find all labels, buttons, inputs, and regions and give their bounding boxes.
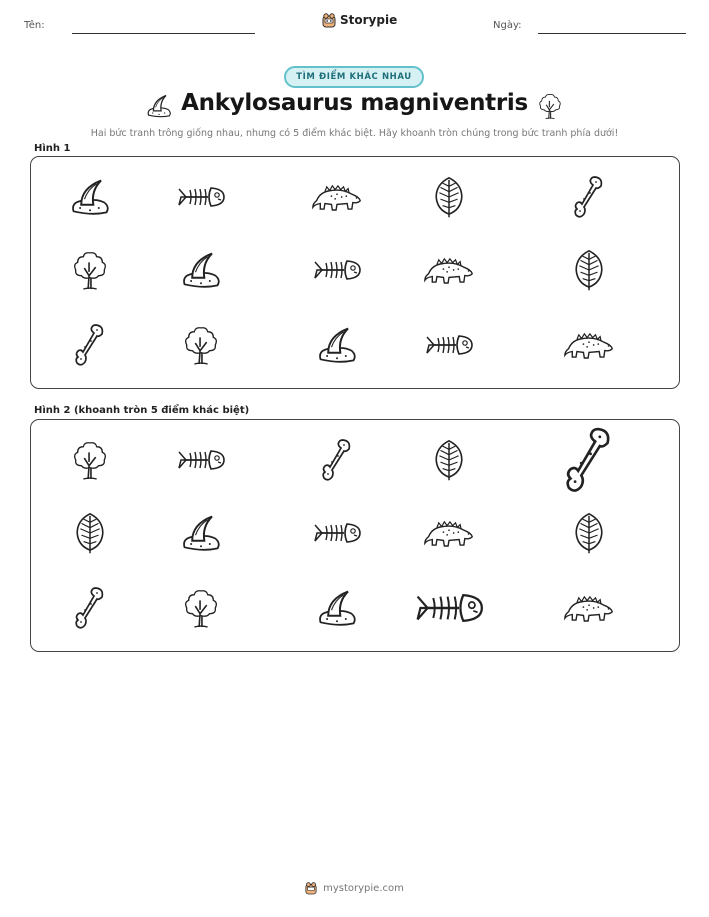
- tree-icon[interactable]: [71, 248, 109, 296]
- claw-icon[interactable]: [68, 175, 112, 223]
- dino-icon[interactable]: [423, 516, 475, 554]
- dino-icon[interactable]: [423, 253, 475, 291]
- fishbone-large-icon[interactable]: [414, 588, 484, 632]
- claw-icon[interactable]: [179, 248, 223, 296]
- dino-icon[interactable]: [563, 328, 615, 366]
- tree-icon: [536, 92, 564, 124]
- fishbone-icon[interactable]: [425, 331, 473, 363]
- date-label: Ngày:: [493, 20, 522, 31]
- picture-1-label: Hình 1: [34, 143, 71, 154]
- leaf-icon[interactable]: [433, 175, 465, 223]
- bone-icon[interactable]: [574, 174, 604, 224]
- footer-url[interactable]: mystorypie.com: [323, 882, 404, 894]
- bone-icon[interactable]: [75, 585, 105, 635]
- page-title: Ankylosaurus magniventris: [181, 90, 528, 116]
- bone-icon[interactable]: [322, 437, 352, 487]
- storypie-mascot-icon: [322, 12, 336, 28]
- claw-icon[interactable]: [315, 586, 359, 634]
- dino-icon[interactable]: [311, 180, 363, 218]
- name-label: Tên:: [24, 20, 45, 31]
- brand-logo: [322, 12, 397, 28]
- leaf-icon[interactable]: [433, 438, 465, 486]
- tree-icon[interactable]: [182, 586, 220, 634]
- bone-icon[interactable]: [75, 322, 105, 372]
- dino-icon[interactable]: [563, 591, 615, 629]
- instructions: Hai bức tranh trông giống nhau, nhưng có 5 điểm khác biệt. Hãy khoanh tròn chúng trong bức tranh phía dưới!: [90, 128, 619, 139]
- date-field-line[interactable]: [538, 33, 686, 34]
- storypie-mascot-icon: [305, 881, 317, 895]
- fishbone-icon[interactable]: [177, 446, 225, 478]
- picture-2-panel[interactable]: [30, 419, 680, 652]
- tree-icon[interactable]: [71, 438, 109, 486]
- picture-2-label: Hình 2 (khoanh tròn 5 điểm khác biệt): [34, 405, 250, 416]
- fishbone-icon[interactable]: [313, 256, 361, 288]
- claw-icon[interactable]: [315, 323, 359, 371]
- leaf-icon[interactable]: [573, 511, 605, 559]
- footer: [0, 881, 709, 895]
- claw-icon[interactable]: [179, 511, 223, 559]
- fishbone-icon[interactable]: [313, 519, 361, 551]
- tree-icon[interactable]: [182, 323, 220, 371]
- leaf-icon[interactable]: [573, 248, 605, 296]
- brand-name: Storypie: [340, 13, 398, 27]
- fishbone-icon[interactable]: [177, 183, 225, 215]
- bone-large-icon[interactable]: [565, 426, 613, 498]
- activity-badge: TÌM ĐIỂM KHÁC NHAU: [284, 66, 424, 88]
- picture-1-panel[interactable]: [30, 156, 680, 389]
- name-field-line[interactable]: [72, 33, 255, 34]
- leaf-icon[interactable]: [74, 511, 106, 559]
